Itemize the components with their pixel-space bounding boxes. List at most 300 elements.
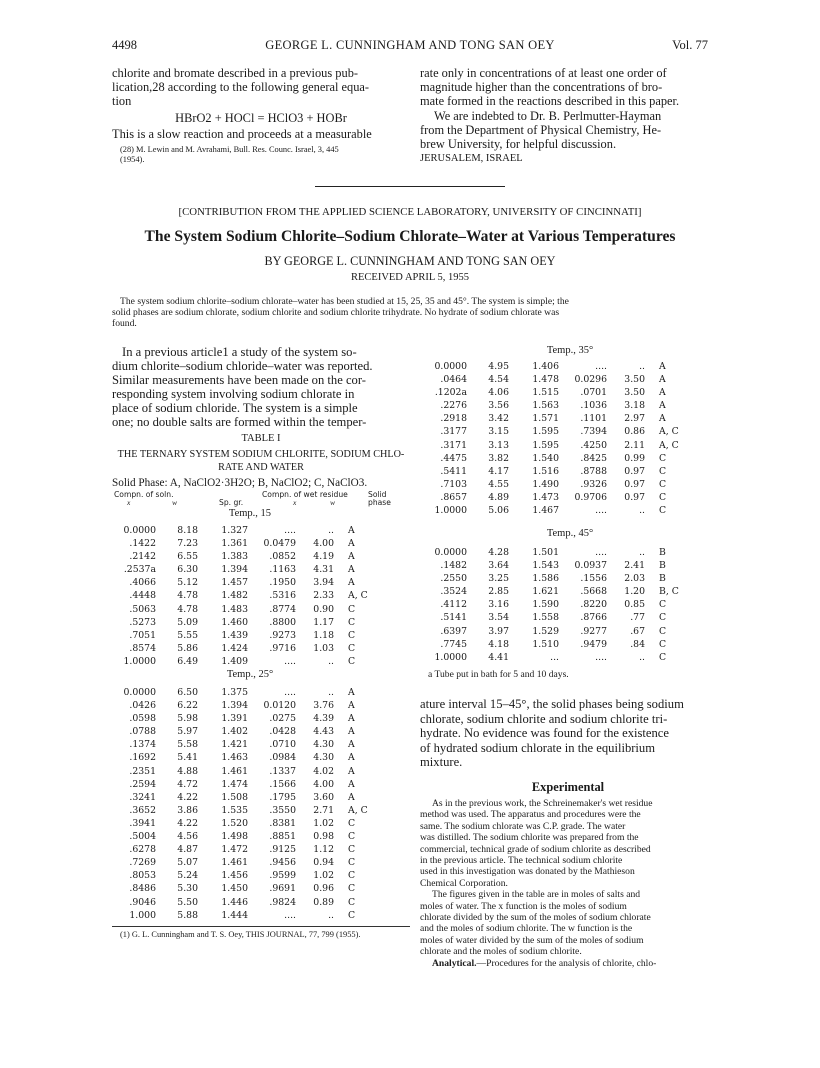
table-cell: 1.394 [221,564,248,576]
table-cell: 4.72 [177,778,198,790]
table-row [423,559,689,572]
table-cell: 1.483 [221,603,248,615]
table-cell: 0.85 [624,599,645,611]
table-cell: C [659,638,667,650]
table-cell: A [348,525,355,536]
table-cell: 1.421 [221,739,248,751]
table-cell: .1566 [269,778,296,790]
table-cell: 5.41 [177,752,198,764]
table-cell: 1.424 [221,642,248,654]
table-row [423,425,689,438]
table-row [112,589,378,602]
text-line: lication,28 according to the following general equa- [112,80,370,95]
table-cell: 0.0000 [434,361,467,372]
table-cell: A [659,374,666,386]
table-cell: 4.88 [177,765,198,777]
table-cell: 4.30 [313,739,334,751]
table-cell: 3.97 [488,625,509,637]
table-cell: 0.9706 [574,491,607,503]
table-cell: 6.50 [177,687,198,698]
table-cell: C [348,870,356,882]
table-row [112,856,378,869]
table-row [112,778,378,791]
top-right-continuation [420,66,716,166]
table-cell: .6397 [440,625,467,637]
table-cell: 5.06 [488,505,509,517]
table-cell: .4250 [580,439,607,451]
table-row [423,546,689,559]
table-row [423,478,689,491]
table-cell: .7269 [129,857,156,869]
table-cell: .... [595,361,607,372]
table-footnote: a Tube put in bath for 5 and 10 days. [428,669,569,680]
table-row [112,869,378,882]
table-cell: 1.558 [532,612,559,624]
table-cell: .2537a [123,564,156,576]
table-cell: 1.482 [221,590,248,602]
header-w: w [172,498,178,507]
table-cell: 1.439 [221,629,248,641]
table-cell: .0852 [269,551,296,563]
table-cell: .8486 [129,883,156,895]
table-cell: .. [639,361,645,372]
table-cell: 0.97 [624,491,645,503]
table-cell: 2.11 [624,439,645,451]
table-cell: B [659,560,666,572]
text-line: mate formed in the reactions described in this paper. [420,94,680,109]
footnote-rule [112,926,410,927]
table-row [112,603,378,616]
table-cell: B [659,573,666,585]
table-row [112,896,378,909]
table-cell: .3241 [129,791,156,803]
table-cell: .0275 [269,713,296,725]
table-cell: 1.03 [313,642,334,654]
table-cell: 1.406 [532,361,559,372]
table-cell: 1.327 [221,525,248,536]
table-cell: 3.15 [488,426,509,438]
table-cell: 0.99 [624,452,645,464]
table-45 [423,546,689,664]
table-cell: 6.22 [177,700,198,712]
table-cell: 1.402 [221,726,248,738]
footnote-1: (1) G. L. Cunningham and T. S. Oey, THIS JOURNAL, 77, 799 (1955). [120,930,361,939]
table-cell: 6.55 [177,551,198,563]
table-cell: 4.89 [488,491,509,503]
received-date: RECEIVED APRIL 5, 1955 [350,272,470,283]
temp-35-label: Temp., 35° [546,345,594,356]
table-cell: .8766 [580,612,607,624]
table-row [112,686,378,699]
table-cell: 4.43 [313,726,334,738]
table-cell: 0.0000 [434,547,467,558]
table-row [112,699,378,712]
table-cell: 0.96 [313,883,334,895]
table-cell: A, C [348,590,368,602]
table-cell: 1.478 [532,374,559,386]
table-cell: .3941 [129,817,156,829]
table-row [423,360,689,373]
table-cell: .5411 [440,465,467,477]
table-cell: 4.31 [313,564,334,576]
table-cell: 1.474 [221,778,248,790]
table-cell: C [348,844,356,856]
table-cell: 1.461 [221,857,248,869]
table-cell: 4.22 [177,817,198,829]
table-row [423,373,689,386]
table-row [112,804,378,817]
table-cell: 5.55 [177,629,198,641]
table-cell: .67 [630,625,645,637]
table-cell: 3.50 [624,387,645,399]
table-cell: C [659,612,667,624]
table-cell: .2550 [440,573,467,585]
table-cell: .9691 [269,883,296,895]
table-cell: 4.19 [313,551,334,563]
acknowledgment-line: We are indebted to Dr. B. Perlmutter-Hayman [434,108,662,123]
table-cell: .5273 [129,616,156,628]
table-cell: .9716 [269,642,296,654]
table-cell: .1556 [580,573,607,585]
acknowledgment-line: brew University, for helpful discussion. [420,137,617,152]
table-cell: .8220 [580,599,607,611]
table-cell: 5.86 [177,642,198,654]
table-cell: 3.94 [313,577,334,589]
table-row [423,412,689,425]
header-x: x [127,498,131,507]
table-cell: .3177 [440,426,467,438]
table-cell: 1.510 [532,638,559,650]
table-cell: 5.24 [177,870,198,882]
table-cell: A [348,752,355,764]
table-row [112,909,378,922]
table-cell: .1422 [129,538,156,550]
table-row [112,629,378,642]
table-row [112,655,378,668]
location: JERUSALEM, ISRAEL [420,153,523,165]
table-cell: .0710 [269,739,296,751]
table-cell: A [348,765,355,777]
table-cell: .... [284,687,296,698]
table-cell: C [659,625,667,637]
table-row [112,791,378,804]
table-cell: C [659,599,667,611]
table-cell: 2.33 [313,590,334,602]
table-cell: A, C [348,804,368,816]
table-cell: 1.543 [532,560,559,572]
table-cell: 1.595 [532,426,559,438]
table-cell: 3.25 [488,573,509,585]
table-cell: .1036 [580,400,607,412]
table-cell: .9824 [269,896,296,908]
table-cell: 5.09 [177,616,198,628]
table-cell: 5.88 [177,909,198,921]
table-cell: .1163 [269,564,296,576]
text-line: rate only in concentrations of at least one order of [420,66,667,80]
acknowledgment-line: from the Department of Physical Chemistry, He- [420,122,662,137]
table-cell: .0984 [269,752,296,764]
table-cell: .. [328,525,334,536]
table-row [112,725,378,738]
text-line: This is a slow reaction and proceeds at a measurable [112,126,372,141]
table-cell: .4066 [129,577,156,589]
table-cell: .8774 [269,603,296,615]
table-row [112,524,378,537]
table-cell: 5.50 [177,896,198,908]
table-cell: 4.06 [488,387,509,399]
table-cell: 1.586 [532,573,559,585]
table-cell: 1.0000 [434,651,467,663]
table-cell: 0.97 [624,465,645,477]
table-row [112,738,378,751]
intro-continuation: ature interval 15–45°, the solid phases being sodium chlorate, sodium chlorite and sodium chlorite tri- hydrate. No evidence was found for the existence of hydrated sodium chlorate in the equilibrium mixture. [420,697,684,770]
table-cell: 1.394 [221,700,248,712]
table-cell: .2351 [129,765,156,777]
table-cell: .. [639,651,645,663]
table-cell: C [348,817,356,829]
table-cell: .9273 [269,629,296,641]
table-cell: A [348,687,355,698]
table-cell: 0.0120 [263,700,296,712]
table-cell: C [659,465,667,477]
table-cell: 5.98 [177,713,198,725]
table-cell: .77 [630,612,645,624]
table-cell: 4.56 [177,831,198,843]
table-cell: 3.18 [624,400,645,412]
table-cell: 3.56 [488,400,509,412]
table-cell: A [348,778,355,790]
table-cell: .8788 [580,465,607,477]
table-cell: 1.457 [221,577,248,589]
table-cell: 1.409 [221,655,248,667]
table-cell: .. [328,909,334,921]
volume-label: Vol. 77 [672,38,708,52]
table-cell: 1.498 [221,831,248,843]
table-cell: C [348,883,356,895]
table-row [112,616,378,629]
table-cell: 1.456 [221,870,248,882]
table-row [423,638,689,651]
temp-25-label: Temp., 25° [226,669,274,680]
table-cell: A [348,577,355,589]
table-cell: 7.23 [177,538,198,550]
table-15 [112,524,378,668]
table-cell: .... [595,505,607,517]
temp-15-label: Temp., 15 [228,508,272,519]
table-cell: 0.0937 [574,560,607,572]
table-cell: .5141 [440,612,467,624]
table-cell: 3.42 [488,413,509,425]
table-cell: 5.12 [177,577,198,589]
table-cell: 4.78 [177,603,198,615]
table-cell: A [348,739,355,751]
table-cell: .8574 [129,642,156,654]
table-cell: .3652 [129,804,156,816]
table-cell: .1692 [129,752,156,764]
table-cell: C [348,896,356,908]
table-cell: .9456 [269,857,296,869]
table-cell: B [659,547,666,558]
table-cell: .7103 [440,478,467,490]
table-cell: .0464 [440,374,467,386]
table-cell: .... [284,525,296,536]
table-cell: 3.50 [624,374,645,386]
table-cell: 1.508 [221,791,248,803]
table-cell: A [348,700,355,712]
table-cell: 3.86 [177,804,198,816]
table-row [112,751,378,764]
table-cell: 4.41 [488,651,509,663]
table-cell: C [659,452,667,464]
table-cell: .. [639,505,645,517]
table-cell: 3.76 [313,700,334,712]
table-cell: 8.18 [177,525,198,536]
table-cell: .3550 [269,804,296,816]
experimental-paragraph-1: As in the previous work, the Schreinemaker's wet residue method was used. The apparatus and procedures were the same. The sodium chlorate was C.P. grade. The water was distilled. The sodium chlorite was prepared from the commercial, technical grade of sodium chlorite as described in the previous article. The technical sodium chlorite used in this investigation was donated by the Mathieson Chemical Corporation. The figures given in the table are in moles of salts and moles of water. The x function is the moles of sodium chlorate divided by the sum of the moles of sodium chlorate and the moles of sodium chlorite. The w function is the moles of water divided by the sum of the moles of sodium chlorate and the moles of sodium chlorite. Analytical.—Procedures for the analysis of chlorite, chlo- [420,798,716,969]
table-cell: .1795 [269,791,296,803]
table-row [112,712,378,725]
table-cell: 0.86 [624,426,645,438]
table-25 [112,686,378,922]
table-cell: 1.540 [532,452,559,464]
table-label: TABLE I [241,433,281,444]
table-cell: .. [639,547,645,558]
table-cell: 1.590 [532,599,559,611]
table-cell: B, C [659,586,679,598]
table-cell: .4448 [129,590,156,602]
table-cell: C [348,909,356,921]
table-row [112,550,378,563]
table-cell: C [348,616,356,628]
table-cell: .5668 [580,586,607,598]
top-left-continuation [112,66,410,165]
table-cell: A [348,551,355,563]
table-cell: 4.22 [177,791,198,803]
table-cell: 1.000 [129,909,156,921]
temp-45-label: Temp., 45° [546,528,594,539]
table-cell: A [348,713,355,725]
table-cell: 5.58 [177,739,198,751]
table-cell: 4.17 [488,465,509,477]
table-cell: 3.54 [488,612,509,624]
footnote-28: (28) M. Lewin and M. Avrahami, Bull. Res. Counc. Israel, 3, 445 (1954). [120,145,339,165]
table-cell: .9125 [269,844,296,856]
table-35 [423,360,689,517]
header-phase: phase [368,498,391,507]
table-cell: .0788 [129,726,156,738]
table-cell: 1.563 [532,400,559,412]
table-cell: .2594 [129,778,156,790]
table-cell: 6.49 [177,655,198,667]
table-cell: 0.0000 [123,525,156,536]
table-cell: 4.39 [313,713,334,725]
table-cell: A [659,387,666,399]
table-cell: 6.30 [177,564,198,576]
table-cell: .0428 [269,726,296,738]
table-cell: .. [328,655,334,667]
table-cell: .0598 [129,713,156,725]
table-cell: .5063 [129,603,156,615]
table-cell: A [348,791,355,803]
table-row [423,625,689,638]
header-compn-residue: Compn. of wet residue [262,490,348,499]
table-cell: 4.54 [488,374,509,386]
table-cell: 1.463 [221,752,248,764]
text-line: tion [112,94,132,109]
table-row [112,817,378,830]
table-row [423,491,689,504]
table-cell: .1374 [129,739,156,751]
table-cell: 1.501 [532,547,559,558]
table-cell: 4.78 [177,590,198,602]
table-row [423,598,689,611]
table-cell: 3.82 [488,452,509,464]
table-cell: .4112 [440,599,467,611]
table-cell: .1101 [580,413,607,425]
table-cell: 4.00 [313,778,334,790]
table-cell: 3.64 [488,560,509,572]
table-cell: 1.516 [532,465,559,477]
table-cell: 1.467 [532,505,559,517]
contribution-note: [CONTRIBUTION FROM THE APPLIED SCIENCE LABORATORY, UNIVERSITY OF CINCINNATI] [178,206,642,218]
table-cell: .7745 [440,638,467,650]
table-cell: A [659,413,666,425]
table-cell: A, C [659,439,679,451]
table-cell: C [659,491,667,503]
table-row [423,572,689,585]
table-cell: 1.446 [221,896,248,908]
table-cell: 1.0000 [123,655,156,667]
table-cell: .0701 [580,387,607,399]
table-cell: C [348,603,356,615]
table-cell: .... [284,655,296,667]
table-cell: 1.0000 [434,505,467,517]
table-cell: 3.13 [488,439,509,451]
table-cell: .8657 [440,491,467,503]
table-cell: .... [595,547,607,558]
table-cell: C [348,857,356,869]
table-cell: .8381 [269,817,296,829]
table-cell: 2.97 [624,413,645,425]
table-row [112,830,378,843]
table-cell: A [348,564,355,576]
table-row [423,611,689,624]
table-cell: .... [595,651,607,663]
experimental-heading: Experimental [531,780,605,794]
table-cell: 1.473 [532,491,559,503]
table-cell: .7051 [129,629,156,641]
table-cell: .9277 [580,625,607,637]
table-cell: .9046 [129,896,156,908]
table-row [112,576,378,589]
table-cell: .8800 [269,616,296,628]
table-cell: 0.0296 [574,374,607,386]
table-cell: 4.28 [488,547,509,558]
table-cell: 0.0000 [123,687,156,698]
table-cell: 2.03 [624,573,645,585]
header-solid: Solid [368,490,387,499]
table-cell: .2142 [129,551,156,563]
table-cell: 1.571 [532,413,559,425]
table-row [423,386,689,399]
intro-paragraph: In a previous article1 a study of the system so- dium chlorite–sodium chloride–water was reported. Similar measurements have been made on the cor- responding system involving sodium chlorate in place of sodium chloride. The system is a simple one; no double salts are formed within the temper- [112,345,373,429]
table-row [112,563,378,576]
table-row [423,585,689,598]
table-cell: .5004 [129,831,156,843]
running-title: GEORGE L. CUNNINGHAM AND TONG SAN OEY [265,38,555,52]
table-cell: 4.95 [488,361,509,372]
table-cell: 1.595 [532,439,559,451]
